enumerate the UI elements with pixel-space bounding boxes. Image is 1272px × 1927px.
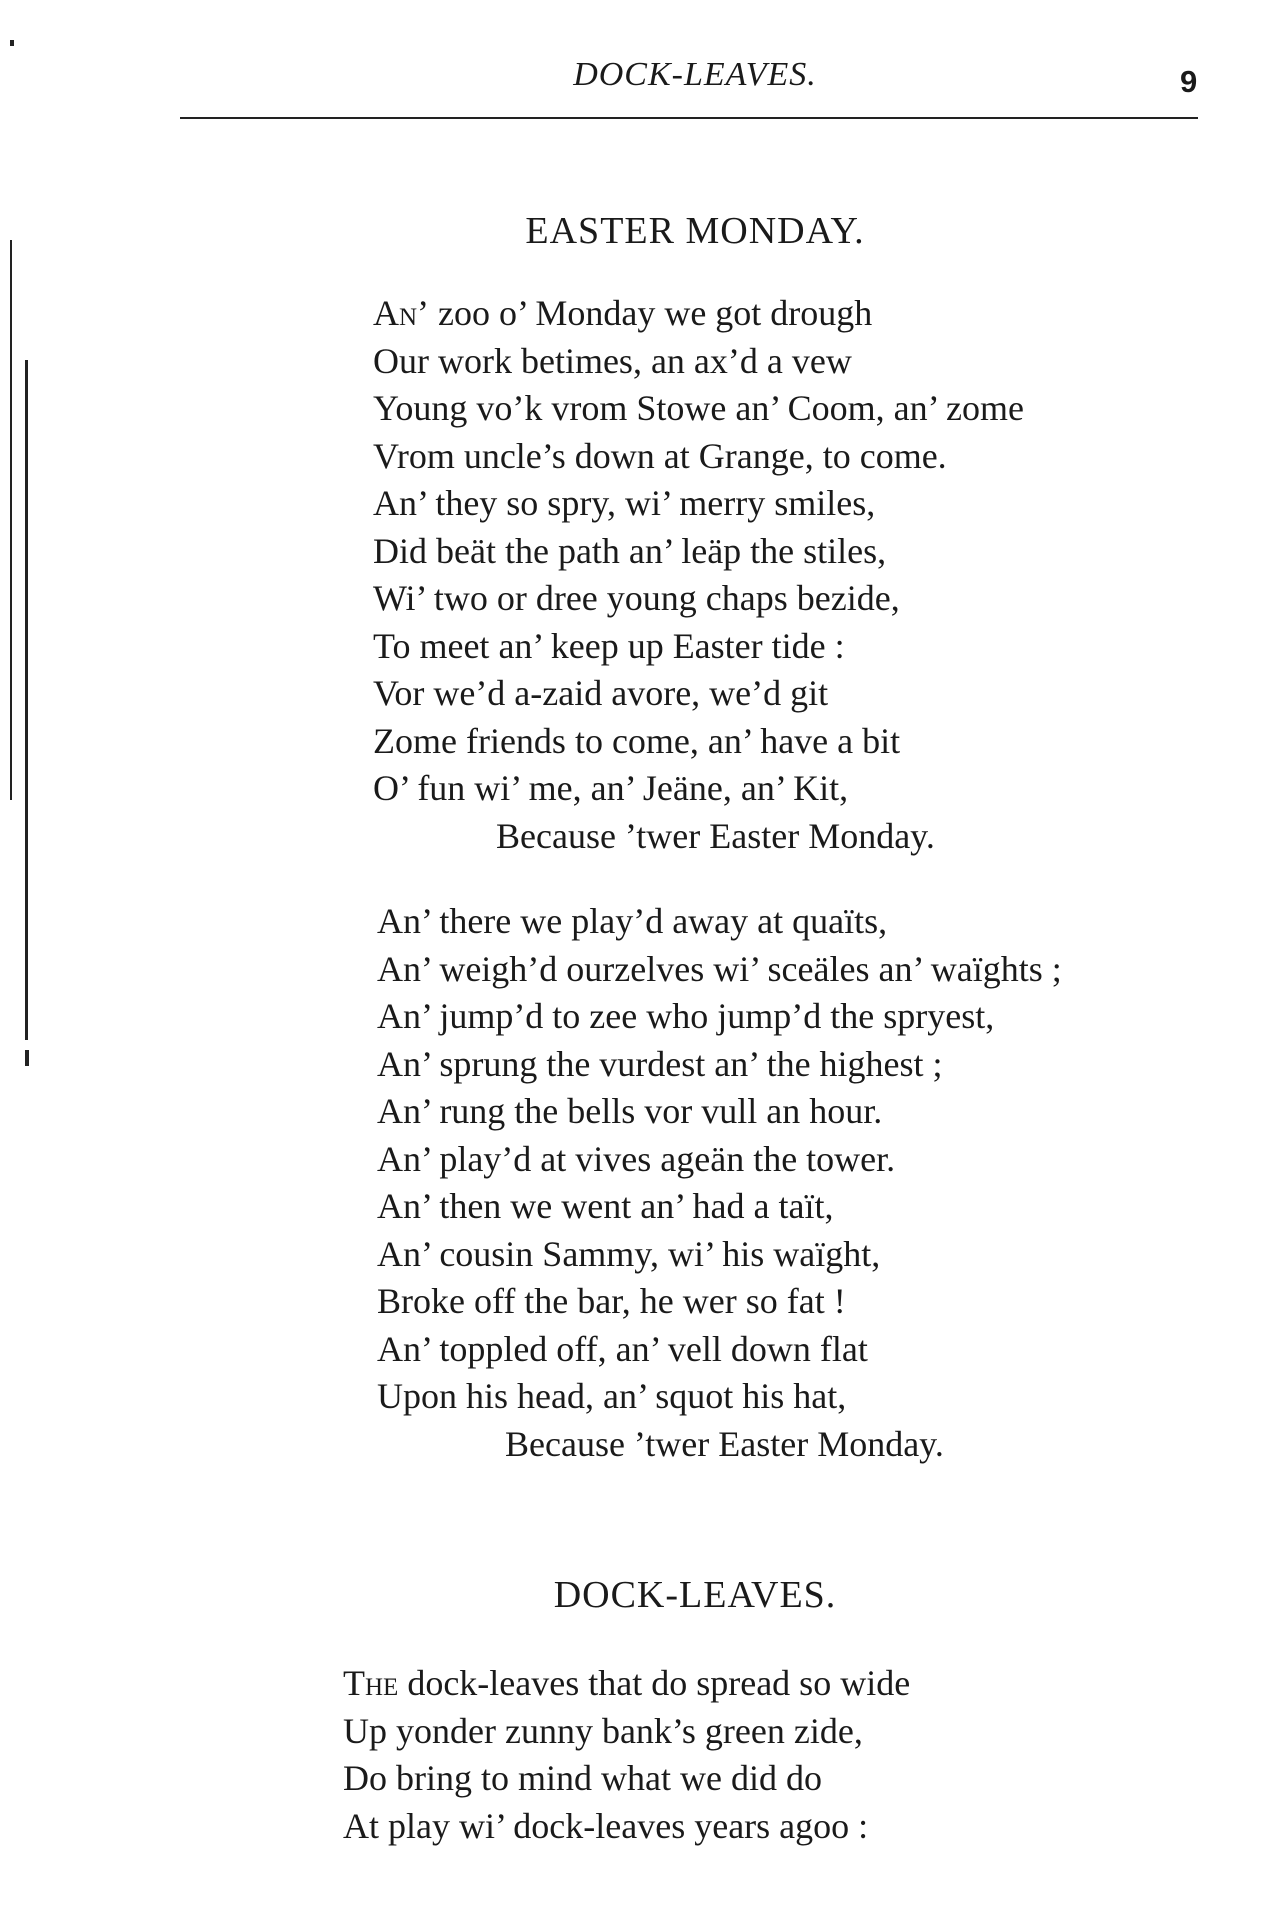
margin-line xyxy=(10,240,12,800)
margin-dot xyxy=(10,40,14,46)
poem-line: An’ there we play’d away at quaïts, xyxy=(377,901,888,941)
stanza-3 xyxy=(343,1660,910,1850)
drop-word: The xyxy=(343,1663,399,1703)
poem-line: Vrom uncle’s down at Grange, to come. xyxy=(373,435,947,476)
poem-line: An’ weigh’d ourzelves wi’ sceäles an’ waïghts ; xyxy=(377,948,1062,989)
poem-line: Do bring to mind what we did do xyxy=(343,1758,822,1798)
stanza-1 xyxy=(373,290,1024,860)
poem-line: Our work betimes, an ax’d a vew xyxy=(373,340,852,381)
line-rest: dock-leaves that do spread so wide xyxy=(398,1663,911,1703)
header-rule xyxy=(180,117,1198,119)
poem-line xyxy=(343,1660,910,1708)
poem-line: Broke off the bar, he wer so fat ! xyxy=(377,1281,846,1321)
poem-line: An’ they so spry, wi’ merry smiles, xyxy=(373,483,876,523)
poem-title-dock-leaves: DOCK-LEAVES. xyxy=(553,1574,837,1616)
drop-word: An’ xyxy=(373,293,430,333)
poem-line: To meet an’ keep up Easter tide : xyxy=(373,625,845,666)
margin-tick xyxy=(25,1050,29,1066)
poem-line: Upon his head, an’ squot his hat, xyxy=(377,1376,847,1416)
refrain-line: Because ’twer Easter Monday. xyxy=(496,815,935,856)
refrain-line: Because ’twer Easter Monday. xyxy=(505,1423,944,1464)
poem-line: An’ rung the bells vor vull an hour. xyxy=(377,1091,883,1131)
poem-line: Wi’ two or dree young chaps bezide, xyxy=(373,578,900,618)
stanza-2 xyxy=(377,898,1062,1468)
poem-line: An’ toppled off, an’ vell down flat xyxy=(377,1328,868,1369)
line-rest: zoo o’ Monday we got drough xyxy=(429,293,873,333)
poem-line xyxy=(373,290,1024,338)
page-number: 9 xyxy=(1180,64,1198,99)
margin-line xyxy=(25,360,28,1040)
poem-line: An’ cousin Sammy, wi’ his waïght, xyxy=(377,1233,881,1274)
poem-line: O’ fun wi’ me, an’ Jeäne, an’ Kit, xyxy=(373,768,849,808)
running-title: DOCK-LEAVES. xyxy=(573,56,817,93)
poem-line: At play wi’ dock-leaves years agoo : xyxy=(343,1805,869,1846)
poem-line: Vor we’d a-zaid avore, we’d git xyxy=(373,673,829,713)
poem-line: An’ jump’d to zee who jump’d the spryest, xyxy=(377,996,995,1036)
poem-line: Did beät the path an’ leäp the stiles, xyxy=(373,530,887,571)
poem-line: Young vo’k vrom Stowe an’ Coom, an’ zome xyxy=(373,388,1024,428)
poem-title-easter-monday: EASTER MONDAY. xyxy=(525,210,865,252)
poem-line: An’ then we went an’ had a taït, xyxy=(377,1186,834,1226)
poem-line: Zome friends to come, an’ have a bit xyxy=(373,720,901,761)
poem-line: An’ play’d at vives ageän the tower. xyxy=(377,1138,896,1179)
poem-line: Up yonder zunny bank’s green zide, xyxy=(343,1710,863,1751)
poem-line: An’ sprung the vurdest an’ the highest ; xyxy=(377,1043,943,1084)
running-head xyxy=(0,56,1272,99)
